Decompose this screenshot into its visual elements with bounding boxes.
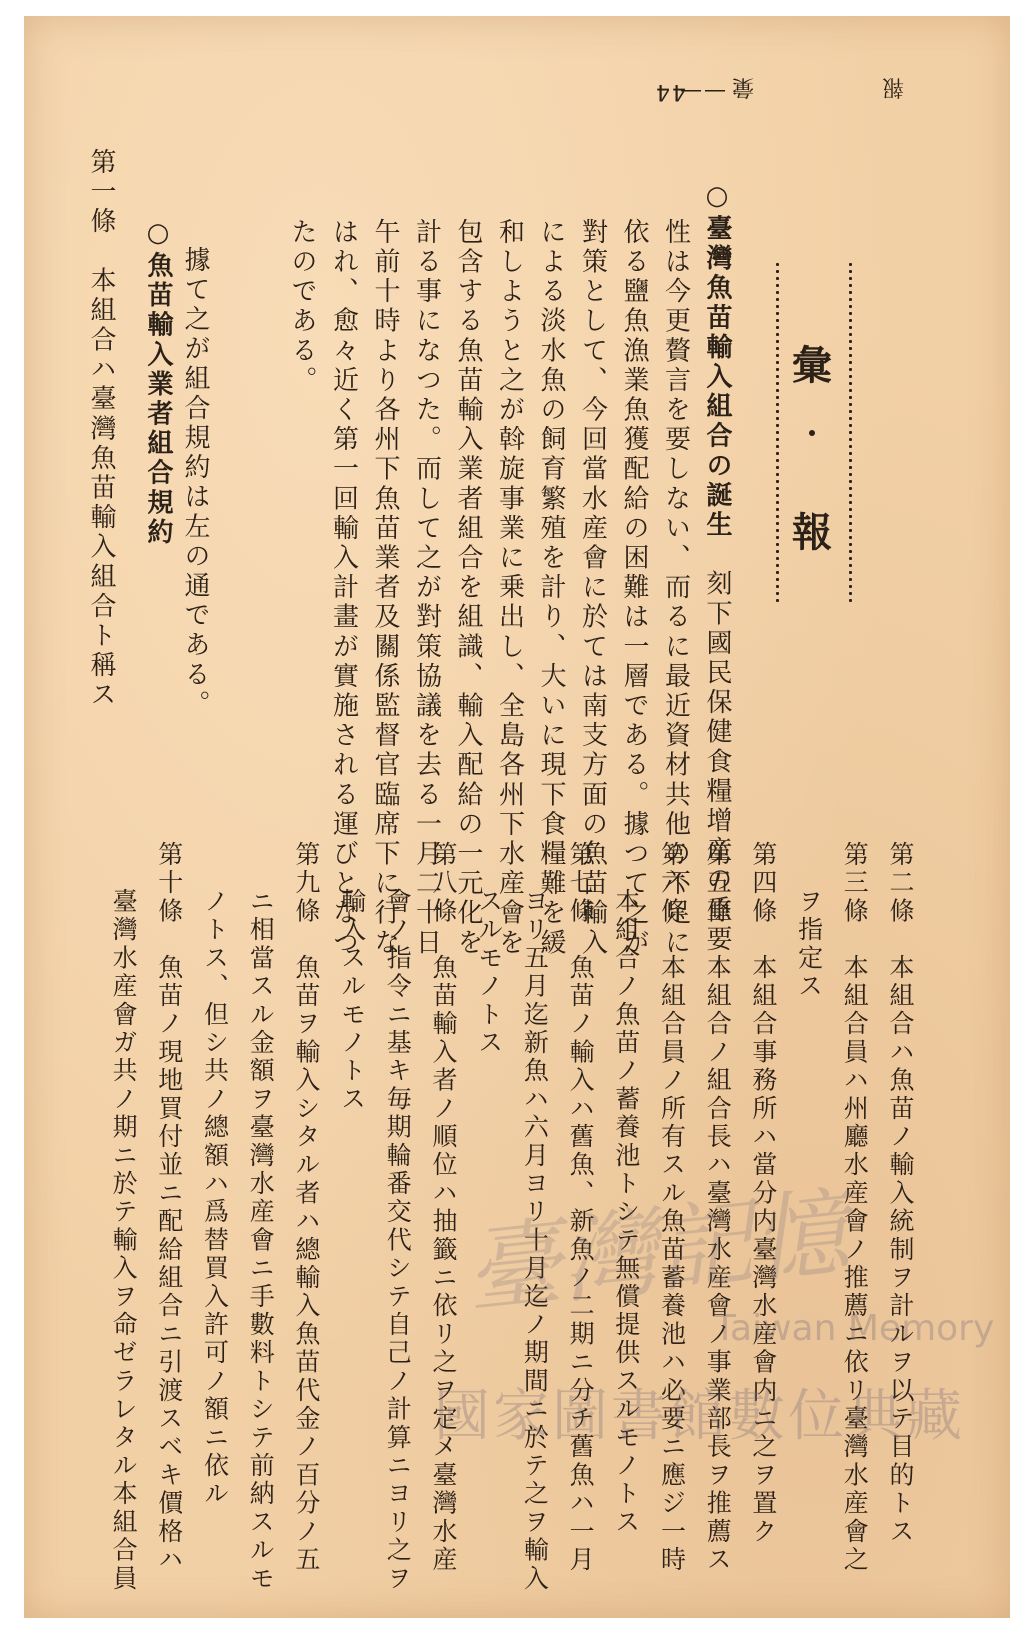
regulation-line: ニ相當スル金額ヲ臺灣水産會ニ手數料トシテ前納スルモ	[246, 888, 276, 1593]
title-dot	[809, 430, 815, 436]
article-headline-text: 刻下國民保健食糧增産の重要	[702, 540, 732, 955]
regulation-first-article: 第一條 本組合ハ臺灣魚苗輸入組合ト稱ス	[86, 148, 116, 711]
page-number: 44	[654, 79, 686, 104]
regulation-line: 第二條 本組合ハ魚苗ノ輸入統制ヲ計ルヲ以テ目的トス	[886, 841, 915, 1546]
article-line: 對策として、今回當水産會に於ては南支方面の魚苗輸入	[577, 218, 608, 958]
dotted-rule-left	[774, 261, 781, 606]
article-line: 依る鹽魚漁業魚獲配給の困難は一層である。據つて之が	[619, 218, 649, 958]
regulation-line: 第四條 本組合事務所ハ當分内臺灣水産會内ニ之ヲ置ク	[748, 841, 778, 1546]
article-line: たのである。	[287, 218, 317, 396]
regulation-line: 第六條 本組合員ノ所有スル魚苗蓄養池ハ必要ニ應ジ一時	[657, 841, 687, 1575]
header-dash: ——	[678, 79, 726, 104]
article-line	[704, 181, 730, 955]
article-line: 和しようと之が斡旋事業に乗出し、全島各州下水産會を	[494, 218, 525, 958]
header-right-word: 報	[879, 74, 904, 99]
article-line: 包含する魚苗輸入業者組合を組識、輸入配給の一元化を	[453, 218, 483, 958]
regulation-line: ヲ指定ス	[794, 888, 824, 1001]
regulation-line: 第十條 魚苗ノ現地買付並ニ配給組合ニ引渡スベキ價格ハ	[154, 841, 184, 1575]
regulation-line: スルモノトス	[474, 888, 504, 1058]
regulation-line: 本組合ノ魚苗ノ蓄養池トシテ無償提供スルモノトス	[611, 888, 641, 1537]
regulation-line: 第八條 魚苗輸入者ノ順位ハ抽籤ニ依リ之ヲ定メ臺灣水産	[429, 841, 458, 1575]
regulation-line: ノトス、但シ共ノ總額ハ爲替買入許可ノ額ニ依ル	[200, 888, 230, 1509]
regulation-line: 輸入スルモノトス	[337, 888, 367, 1114]
dotted-rule-right	[847, 261, 854, 606]
running-header	[644, 70, 904, 110]
watermark-script: 臺灣記憶	[459, 1176, 854, 1328]
regulation-line: 第七條 魚苗ノ輸入ハ舊魚、新魚ノ二期ニ分チ舊魚ハ一月	[566, 841, 596, 1575]
regulation-line: 第九條 魚苗ヲ輸入シタル者ハ總輸入魚苗代金ノ百分ノ五	[291, 841, 321, 1575]
header-page-mark: 彙	[729, 74, 754, 99]
watermark-library-name: 國家圖書館數位典藏	[434, 1384, 965, 1449]
regulation-subtitle: ○魚苗輸入業者組合規約	[143, 218, 173, 548]
article-line: 計る事になつた。而して之が對策協議を去る一月二十日	[411, 218, 442, 958]
regulation-line: ヨリ五月迄新魚ハ六月ヨリ十月迄ノ期間ニ於テ之ヲ輸入	[520, 888, 550, 1593]
regulation-line: 會ノ指令ニ基キ毎期輪番交代シテ自己ノ計算ニヨリ之ヲ	[383, 888, 413, 1593]
watermark-english: Taiwan Memory	[714, 1308, 995, 1349]
article-headline: ○臺灣魚苗輸入組合の誕生	[702, 181, 732, 541]
article-line: 午前十時より各州下魚苗業者及關係監督官臨席下に行な	[370, 218, 400, 958]
regulation-line: 第三條 本組合員ハ州廳水産會ノ推薦ニ依リ臺灣水産會之	[840, 841, 870, 1575]
article-line: はれ、愈々近く第一回輸入計畫が實施される運びとなつ	[328, 218, 359, 958]
section-title-char-1: 彙	[792, 342, 832, 389]
regulation-line: 臺灣水産會ガ共ノ期ニ於テ輸入ヲ命ゼラレタル本組合員	[109, 888, 139, 1593]
regulation-line: 第五條 本組合ノ組合長ハ臺灣水産會ノ事業部長ヲ推薦ス	[703, 841, 733, 1575]
scanned-page	[24, 16, 1010, 1618]
article-line: 性は今更贅言を要しない、而るに最近資材共他の不足に	[660, 218, 691, 958]
article-intro-line: 據て之が組合規約は左の通である。	[180, 246, 210, 720]
article-line: による淡水魚の飼育繁殖を計り、大いに現下食糧難を緩	[536, 218, 566, 958]
section-title-char-2: 報	[792, 509, 832, 556]
